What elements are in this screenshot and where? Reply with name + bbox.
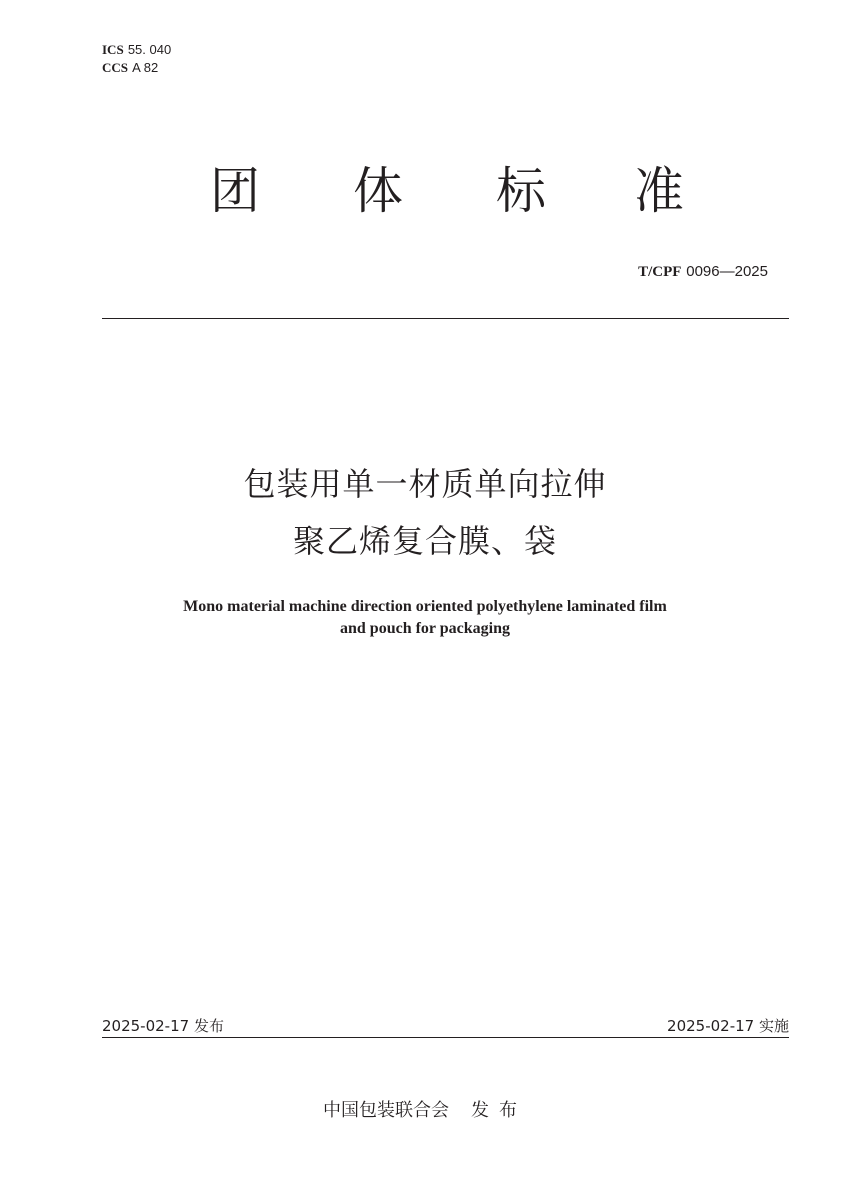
ics-value: 55. 040	[127, 42, 172, 57]
title-cn-line-2: 聚乙烯复合膜、袋	[292, 522, 557, 560]
publish-date: 2025-02-17 发布	[102, 1017, 224, 1035]
publisher-org: 中国包装联合会	[323, 1100, 449, 1121]
standard-code: 0096—2025	[686, 263, 768, 280]
ics-label: ICS	[102, 42, 124, 57]
title-cn-line-1: 包装用单一材质单向拉伸	[243, 465, 607, 503]
header-divider	[102, 318, 789, 319]
ccs-code	[102, 60, 158, 77]
doc-type-char: 团	[210, 162, 260, 220]
ccs-value: A 82	[132, 60, 159, 75]
ics-code	[102, 42, 171, 59]
footer-divider	[102, 1037, 789, 1038]
ccs-label: CCS	[102, 60, 129, 75]
doc-type-char: 准	[634, 162, 684, 220]
standard-prefix: T/CPF	[638, 264, 682, 280]
doc-type-heading	[0, 160, 850, 230]
standard-number	[638, 262, 768, 281]
doc-type-char: 体	[353, 162, 403, 220]
title-en-line-2: and pouch for packaging	[340, 620, 510, 637]
implement-date: 2025-02-17 实施	[667, 1017, 789, 1035]
title-en-line-1: Mono material machine direction oriented polyethylene laminated film	[183, 598, 667, 615]
publisher-action: 发布	[471, 1100, 527, 1121]
publisher	[0, 1096, 850, 1122]
doc-type-char: 标	[496, 162, 546, 220]
